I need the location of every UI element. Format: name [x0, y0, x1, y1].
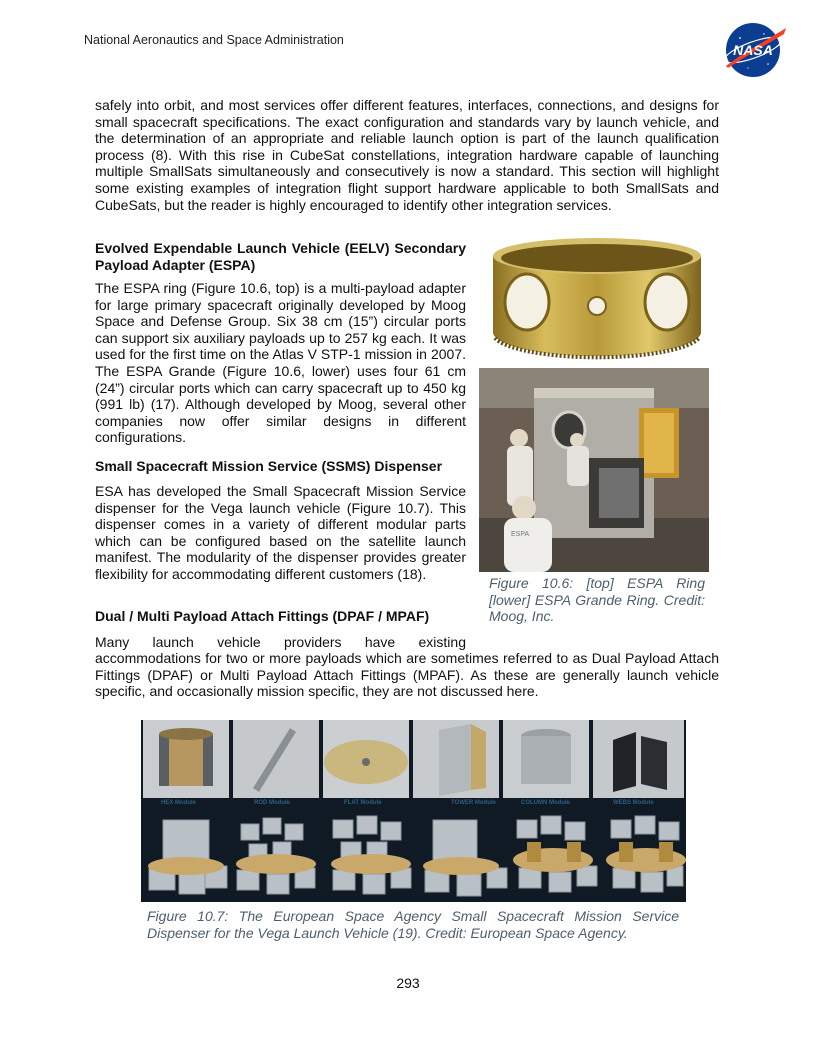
ssms-module-label: HEX Module [161, 800, 197, 806]
ssms-module-label: FLAT Module [344, 800, 382, 806]
ssms-module-label: ROD Module [254, 800, 290, 806]
ssms-dispenser-image [141, 720, 686, 902]
page-number: 293 [396, 975, 420, 991]
ssms-module-label: WEBS Module [613, 800, 654, 806]
ssms-heading: Small Spacecraft Mission Service (SSMS) Dispenser [95, 458, 443, 474]
dpaf-body: accommodations for two or more payloads which are sometimes referred to as Dual Payload Attach Fittings (DPAF) or Multi Payload Attach Fittings (MPAF). As these are generally launch vehicle specific, and occasionally mission specific, they are not discussed here. [95, 650, 719, 700]
figure-10-6-caption: Figure 10.6: [top] ESPA Ring [lower] ESPA Grande Ring. Credit: Moog, Inc. [489, 575, 705, 625]
espa-port [505, 274, 549, 330]
nasa-meatball-icon [720, 20, 790, 80]
ssms-section [95, 458, 466, 583]
espa-port [588, 297, 606, 315]
espa-ring-image [487, 234, 707, 364]
nasa-logo-text: NASA [733, 42, 773, 58]
nasa-logo [720, 20, 790, 80]
ssms-body: ESA has developed the Small Spacecraft Mission Service dispenser for the Vega launch vehicle (Figure 10.7). This dispenser comes in a variety of different modular parts which can be configured based on the satellite launch manifest. The modularity of the dispenser provides greater flexibility for accommodating different customers (18). [95, 483, 466, 582]
espa-section [95, 240, 466, 446]
espa-heading: Evolved Expendable Launch Vehicle (EELV) Secondary Payload Adapter (ESPA) [95, 240, 466, 273]
ssms-module-label: TOWER Module [451, 800, 496, 806]
organization-name: National Aeronautics and Space Administration [84, 33, 344, 47]
dpaf-heading: Dual / Multi Payload Attach Fittings (DPAF / MPAF) [95, 608, 430, 624]
ssms-module-label: COLUMN Module [521, 800, 570, 806]
dpaf-body-first-line-wrap [95, 634, 466, 651]
dpaf-body-first-line: Many launch vehicle providers have existing [95, 634, 466, 650]
dpaf-section [95, 608, 466, 625]
intro-paragraph: safely into orbit, and most services offer different features, interfaces, connections, and designs for small spacecraft specifications. The exact configuration and standards vary by launch vehicle, and the determination of an appropriate and reliable launch option is part of the launch qualification process (8). With this rise in CubeSat constellations, integration hardware capable of launching multiple SmallSats simultaneously and consecutively is now a standard. This section will highlight some existing examples of integration flight support hardware applicable to both SmallSats and CubeSats, but the reader is highly encouraged to identify other integration services. [95, 97, 719, 213]
figure-10-7-caption: Figure 10.7: The European Space Agency Small Spacecraft Mission Service Dispenser for the Vega Launch Vehicle (19). Credit: European Space Agency. [147, 908, 679, 941]
espa-body: The ESPA ring (Figure 10.6, top) is a multi-payload adapter for large primary spacecraft originally developed by Moog Space and Defense Group. Six 38 cm (15”) circular ports can support six auxiliary payloads up to 257 kg each. It was used for the first time on the Atlas V STP-1 mission in 2007. The ESPA Grande (Figure 10.6, lower) uses four 61 cm (24”) circular ports which can carry spacecraft up to 450 kg (991 lb) (17). Although developed by Moog, several other companies now offer similar designs in different configurations. [95, 280, 466, 446]
espa-port [645, 274, 689, 330]
espa-grande-image [479, 368, 709, 572]
grande-coverall-label: ESPA [511, 531, 530, 538]
